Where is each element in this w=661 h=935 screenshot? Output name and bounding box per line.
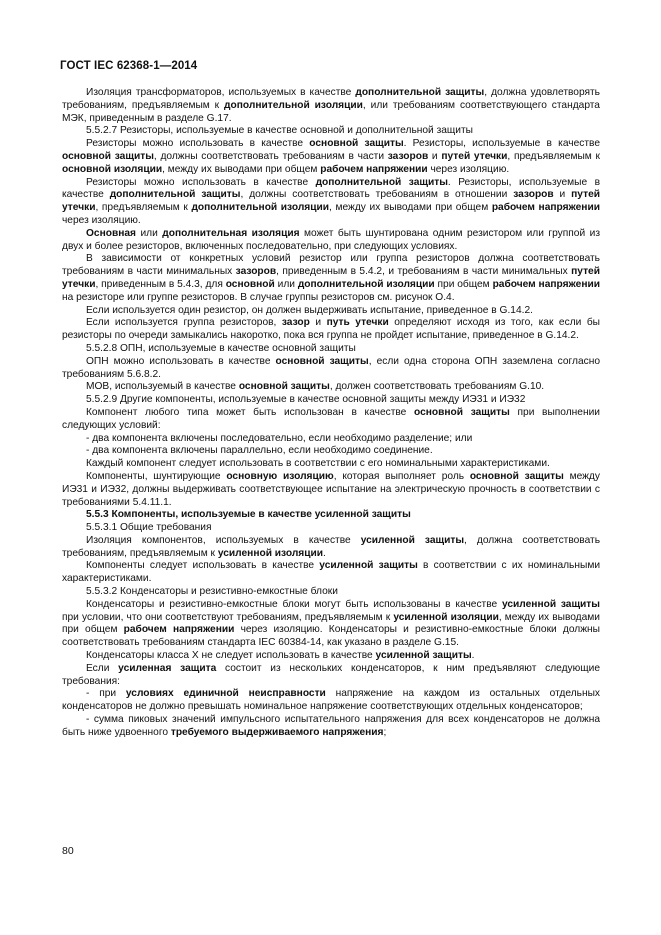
text-run: определяют исходя из того, как если бы резисторы по очереди замыкались накоротко, пока вся группа не пройдет испытание, приведенное в G.14.2.: [62, 317, 600, 342]
text-run: Компоненты следует использовать в качестве: [86, 560, 320, 572]
bold-term: условиях единичной неисправности: [125, 688, 326, 700]
paragraph: [62, 343, 600, 356]
text-run: , которая выполняет роль: [333, 470, 470, 482]
bold-term: основную изоляцию: [226, 470, 334, 482]
text-run: Изоляция трансформаторов, используемых в качестве: [86, 87, 356, 98]
text-run: . Резисторы, используемые в качестве: [403, 138, 600, 150]
document-header: ГОСТ IEC 62368-1—2014: [60, 60, 198, 72]
text-run: , приведенным в 5.4.2, и требованиям в части минимальных: [276, 266, 572, 278]
bold-term: 5.5.3 Компоненты, используемые в качестве усиленной защиты: [86, 509, 411, 521]
bold-term: рабочем напряжении: [123, 624, 235, 636]
text-run: , должны соответствовать требованиям в части: [153, 150, 388, 162]
paragraph: [62, 394, 600, 407]
bold-term: дополнительной изоляции: [224, 99, 363, 111]
paragraph: [62, 560, 600, 586]
paragraph: [62, 509, 600, 522]
text-run: - при: [86, 688, 126, 700]
text-run: Если используется группа резисторов,: [86, 317, 282, 329]
text-run: 5.5.2.8 ОПН, используемые в качестве основной защиты: [86, 342, 356, 354]
paragraph: [62, 599, 600, 650]
bold-term: дополнительной защиты: [355, 87, 485, 98]
text-run: Изоляция компонентов, используемых в качестве: [86, 534, 361, 546]
paragraph: [62, 445, 600, 458]
bold-term: усиленной изоляции: [217, 547, 324, 559]
bold-term: дополнительной изоляции: [191, 202, 330, 214]
text-run: ОПН можно использовать в качестве: [86, 355, 276, 367]
text-run: и: [553, 189, 572, 201]
text-run: , между их выводами при общем: [62, 611, 600, 636]
bold-term: основной защиты: [469, 470, 564, 482]
text-run: Резисторы можно использовать в качестве: [86, 138, 310, 150]
text-run: , должна соответствовать требованиям, предъявляемым к: [62, 534, 601, 559]
paragraph: [62, 177, 600, 228]
text-run: Каждый компонент следует использовать в соответствии с его номинальными характеристиками.: [86, 458, 550, 470]
text-run: Резисторы можно использовать в качестве: [86, 176, 316, 188]
text-run: - два компонента включены параллельно, если необходимо соединение.: [86, 445, 433, 457]
text-run: Компонент любого типа может быть использован в качестве: [86, 406, 414, 418]
text-run: 5.5.3.1 Общие требования: [86, 522, 212, 534]
text-run: через изоляцию.: [427, 163, 510, 175]
text-run: ;: [383, 726, 387, 738]
text-run: , должна удовлетворять требованиям, предъявляемым к: [62, 87, 600, 111]
text-run: Конденсаторы класса Х не следует использовать в качестве: [86, 650, 376, 662]
bold-term: дополнительной защиты: [109, 189, 241, 201]
text-run: на резисторе или группе резисторов. В случае группы резисторов см. рисунок О.4.: [62, 291, 455, 303]
text-run: - два компонента включены последовательно, если необходимо разделение; или: [86, 432, 473, 444]
paragraph: [62, 381, 600, 394]
text-run: .: [471, 650, 475, 662]
bold-term: основной защиты: [62, 150, 154, 162]
bold-term: основной изоляции: [62, 163, 163, 175]
paragraph: [62, 535, 600, 561]
bold-term: основной защиты: [309, 138, 404, 150]
text-run: .: [323, 547, 326, 559]
text-run: напряжение на каждом из остальных отдельных конденсаторов не должно превышать номинальное напряжение соответствующих отдельных конденсаторов;: [62, 688, 600, 713]
text-run: Если используется один резистор, он должен выдерживать испытание, приведенное в G.14.2.: [86, 304, 533, 316]
text-run: , между их выводами при общем: [162, 163, 321, 175]
paragraph: [62, 433, 600, 446]
text-run: 5.5.3.2 Конденсаторы и резистивно-емкостные блоки: [86, 586, 338, 598]
text-run: и: [309, 317, 327, 329]
bold-term: основной: [225, 278, 275, 290]
paragraph: [62, 471, 600, 509]
text-run: , или требованиям соответствующего стандарта МЭК, приведенным в разделе G.17.: [62, 99, 600, 124]
bold-term: путей утечки: [441, 150, 508, 162]
paragraph: [62, 228, 600, 254]
paragraph: [62, 305, 600, 318]
paragraph: [62, 317, 600, 343]
text-run: при общем: [434, 278, 493, 290]
text-run: , должны соответствовать требованиям в отношении: [240, 189, 514, 201]
paragraph: [62, 458, 600, 471]
text-run: Если: [86, 662, 119, 674]
bold-term: Основная: [86, 227, 136, 239]
text-run: Компоненты, шунтирующие: [86, 470, 227, 482]
bold-term: зазор: [281, 317, 310, 329]
text-run: , между их выводами при общем: [329, 202, 492, 214]
paragraph: [62, 688, 600, 714]
bold-term: основной защиты: [275, 355, 369, 367]
paragraph: [62, 586, 600, 599]
paragraph: [62, 650, 600, 663]
text-run: между ИЭ31 и ИЭ32, должны выдерживать соответствующее испытание на электрическую прочность в соответствии с требованиями 5.4.11.1.: [62, 470, 600, 508]
paragraph: [62, 522, 600, 535]
paragraph: [62, 714, 600, 740]
text-run: - сумма пиковых значений импульсного испытательного напряжения для всех конденсаторов не должна быть ниже удвоенного: [62, 714, 600, 738]
paragraph: [62, 138, 600, 176]
bold-term: усиленной защиты: [360, 534, 465, 546]
text-run: и: [428, 150, 442, 162]
text-run: через изоляцию.: [62, 214, 141, 226]
bold-term: путей утечки: [62, 189, 601, 214]
text-run: при условии, что они соответствуют требованиям, предъявляемым к: [62, 611, 394, 623]
bold-term: усиленной изоляции: [393, 611, 499, 623]
paragraph: [62, 356, 600, 382]
bold-term: рабочем напряжении: [320, 163, 428, 175]
bold-term: основной защиты: [238, 381, 330, 393]
text-run: в соответствии с их номинальными характеристиками.: [62, 560, 601, 585]
text-run: через изоляцию. Конденсаторы и резистивно-емкостные блоки должны соответствовать требованиям стандарта IEC 60384-14, как указано в разделе G.15.: [62, 624, 601, 649]
text-run: МОВ, используемый в качестве: [86, 381, 239, 393]
paragraph: [62, 663, 600, 689]
text-run: или: [274, 278, 298, 290]
text-run: . Резисторы, используемые в качестве: [62, 176, 601, 201]
bold-term: рабочем напряжении: [491, 202, 600, 214]
text-run: может быть шунтирована одним резистором или группой из двух и более резисторов, включенных последовательно, при следующих условиях.: [62, 227, 600, 252]
text-run: В зависимости от конкретных условий резистор или группа резисторов должна соответствовать требованиям в части минимальных: [62, 253, 600, 278]
text-run: Конденсаторы и резистивно-емкостные блоки могут быть использованы в качестве: [86, 598, 502, 610]
text-run: , предъявляемым к: [95, 202, 192, 214]
bold-term: путь утечки: [326, 317, 389, 329]
bold-term: усиленной защиты: [375, 650, 472, 662]
paragraph: [62, 125, 600, 138]
text-run: 5.5.2.7 Резисторы, используемые в качестве основной и дополнительной защиты: [86, 125, 473, 137]
bold-term: путей утечки: [62, 266, 600, 290]
text-run: , если одна сторона ОПН заземлена согласно требованиям 5.6.8.2.: [62, 355, 600, 380]
bold-term: усиленной защиты: [501, 598, 600, 610]
bold-term: дополнительной изоляции: [297, 278, 435, 290]
paragraph: [62, 253, 600, 304]
text-run: , должен соответствовать требованиям G.10.: [329, 381, 545, 393]
text-run: или: [136, 227, 163, 239]
text-run: , предъявляемым к: [507, 150, 600, 162]
document-body: [62, 87, 600, 740]
bold-term: дополнительная изоляция: [162, 227, 300, 239]
bold-term: основной защиты: [414, 406, 510, 418]
paragraph: [62, 87, 600, 125]
bold-term: усиленной защиты: [319, 560, 418, 572]
text-run: состоит из нескольких конденсаторов, к ним предъявляют следующие требования:: [62, 662, 600, 687]
paragraph: [62, 407, 600, 433]
bold-term: зазоров: [235, 266, 277, 278]
bold-term: дополнительной защиты: [315, 176, 448, 188]
bold-term: усиленная защита: [118, 662, 217, 674]
text-run: при выполнении следующих условий:: [62, 406, 600, 431]
bold-term: зазоров: [513, 189, 554, 201]
page-number: 80: [62, 845, 74, 857]
text-run: , приведенным в 5.4.3, для: [95, 278, 226, 290]
bold-term: зазоров: [387, 150, 429, 162]
bold-term: рабочем напряжении: [492, 278, 600, 290]
text-run: 5.5.2.9 Другие компоненты, используемые в качестве основной защиты между ИЭ31 и ИЭ32: [86, 394, 526, 406]
bold-term: требуемого выдерживаемого напряжения: [170, 726, 384, 738]
